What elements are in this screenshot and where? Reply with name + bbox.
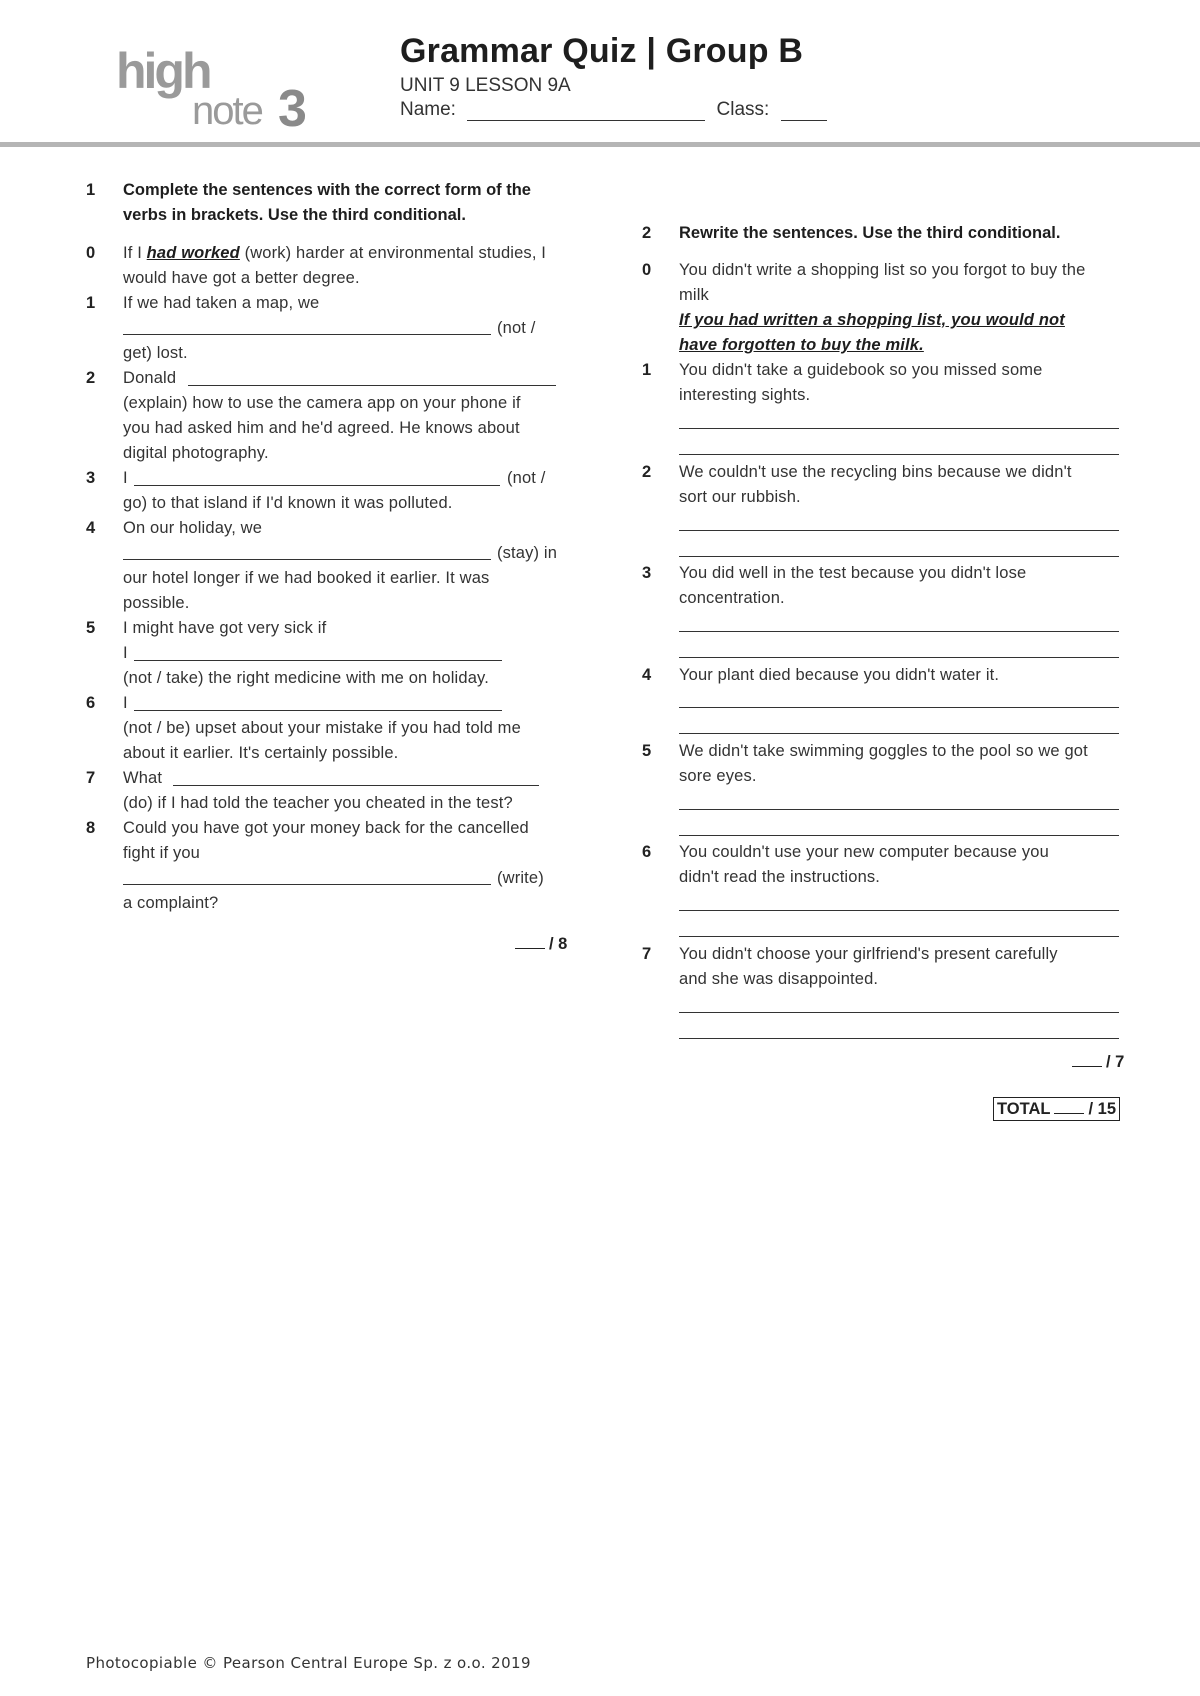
ex2-item-0-line1: You didn't write a shopping list so you forgot to buy the [679, 261, 1086, 279]
ex1-item-2-number: 2 [86, 369, 96, 387]
ex1-item-5-line1: I might have got very sick if [123, 619, 327, 637]
ex2-item-5-number: 5 [642, 742, 652, 760]
class-label: Class: [716, 99, 770, 120]
total-score-blank[interactable] [1054, 1099, 1084, 1114]
ex1-item-4-line1: On our holiday, we [123, 519, 263, 537]
ex2-item-4-answer-line-1[interactable] [679, 707, 1119, 708]
ex1-item-0-post: (work) harder at environmental studies, I would have got a better degree. [123, 244, 547, 287]
ex1-item-4-line3: our hotel longer if we had booked it earlier. It was [123, 569, 490, 587]
ex1-item-8-line2: fight if you [123, 844, 201, 862]
ex1-item-2-line4: digital photography. [123, 444, 269, 462]
ex1-item-8-answer-line[interactable] [123, 884, 491, 885]
ex2-score [1072, 1052, 1124, 1072]
ex2-item-3-answer-line-1[interactable] [679, 631, 1119, 632]
ex1-item-5-number: 5 [86, 619, 96, 637]
name-class-row [400, 99, 827, 121]
page-title: Grammar Quiz | Group B [400, 32, 804, 70]
ex2-item-5-answer-line-2[interactable] [679, 835, 1119, 836]
ex2-item-7-line2: and she was disappointed. [679, 970, 879, 988]
ex2-item-7-number: 7 [642, 945, 652, 963]
ex1-item-6-line2: (not / be) upset about your mistake if you had told me [123, 719, 521, 737]
exercise-1-instruction: Complete the sentences with the correct form of the verbs in brackets. Use the third conditional. [123, 181, 531, 224]
ex2-item-6-number: 6 [642, 843, 652, 861]
ex1-item-1-answer-line[interactable] [123, 334, 491, 335]
ex2-item-0-line2: milk [679, 286, 709, 304]
ex2-item-2-number: 2 [642, 463, 652, 481]
ex2-item-2-line2: sort our rubbish. [679, 488, 801, 506]
ex1-item-5-answer-line[interactable] [134, 660, 502, 661]
ex1-item-0-pre: If I [123, 244, 147, 262]
ex2-item-2-answer-line-1[interactable] [679, 530, 1119, 531]
ex2-item-2-line1: We couldn't use the recycling bins because we didn't [679, 463, 1072, 481]
ex1-item-6-answer-line[interactable] [134, 710, 502, 711]
ex1-item-0-example-answer: had worked [146, 244, 240, 262]
ex2-item-1-answer-line-2[interactable] [679, 454, 1119, 455]
ex1-item-1-number: 1 [86, 294, 96, 312]
ex1-item-1-line3: get) lost. [123, 344, 188, 362]
ex1-item-3-answer-line[interactable] [134, 485, 500, 486]
ex1-item-4-answer-line[interactable] [123, 559, 491, 560]
name-label: Name: [400, 99, 456, 120]
ex2-item-0-example-answer-2: have forgotten to buy the milk. [679, 336, 924, 354]
ex1-item-0 [123, 241, 573, 291]
ex1-score [515, 934, 567, 954]
ex1-item-3-cue: (not / [507, 469, 546, 487]
logo-text-note: note [192, 89, 262, 133]
ex1-item-6-line3: about it earlier. It's certainly possible. [123, 744, 399, 762]
ex2-item-1-answer-line-1[interactable] [679, 428, 1119, 429]
ex1-item-7-line2: (do) if I had told the teacher you cheated in the test? [123, 794, 513, 812]
ex2-item-3-line2: concentration. [679, 589, 785, 607]
ex1-item-8-line1: Could you have got your money back for the cancelled [123, 819, 529, 837]
ex2-item-5-line1: We didn't take swimming goggles to the pool so we got [679, 742, 1088, 760]
lesson-subtitle: UNIT 9 LESSON 9A [400, 75, 571, 96]
class-field[interactable] [781, 102, 827, 121]
ex2-item-6-answer-line-2[interactable] [679, 936, 1119, 937]
exercise-2-instruction: Rewrite the sentences. Use the third conditional. [679, 224, 1061, 242]
ex2-item-5-answer-line-1[interactable] [679, 809, 1119, 810]
logo-number: 3 [278, 80, 307, 136]
ex2-item-1-number: 1 [642, 361, 652, 379]
ex1-item-5-pre: I [123, 644, 128, 662]
ex2-item-3-line1: You did well in the test because you didn't lose [679, 564, 1027, 582]
header-divider [0, 142, 1200, 147]
ex2-item-2-answer-line-2[interactable] [679, 556, 1119, 557]
ex1-item-3-pre: I [123, 469, 128, 487]
ex1-score-blank[interactable] [515, 934, 545, 949]
ex2-item-6-answer-line-1[interactable] [679, 910, 1119, 911]
exercise-1-number: 1 [86, 181, 96, 199]
ex2-item-0-example-answer-1: If you had written a shopping list, you would not [679, 311, 1065, 329]
ex1-item-4-number: 4 [86, 519, 96, 537]
exercise-2-number: 2 [642, 224, 652, 242]
ex1-item-1-line1: If we had taken a map, we [123, 294, 320, 312]
ex1-item-8-cue: (write) [497, 869, 544, 887]
ex1-item-5-line3: (not / take) the right medicine with me on holiday. [123, 669, 489, 687]
ex1-item-4-cue: (stay) in [497, 544, 558, 562]
ex2-item-7-answer-line-1[interactable] [679, 1012, 1119, 1013]
ex1-item-7-answer-line[interactable] [173, 785, 539, 786]
total-label: TOTAL [997, 1100, 1051, 1118]
ex1-item-7-number: 7 [86, 769, 96, 787]
ex2-item-1-line2: interesting sights. [679, 386, 811, 404]
ex2-score-blank[interactable] [1072, 1052, 1102, 1067]
total-score-max: / 15 [1088, 1100, 1116, 1118]
ex2-item-4-number: 4 [642, 666, 652, 684]
high-note-3-logo [110, 36, 330, 136]
ex2-item-0-number: 0 [642, 261, 652, 279]
ex2-item-3-answer-line-2[interactable] [679, 657, 1119, 658]
name-field[interactable] [467, 102, 705, 121]
ex2-item-5-line2: sore eyes. [679, 767, 757, 785]
ex2-item-7-line1: You didn't choose your girlfriend's present carefully [679, 945, 1058, 963]
ex1-item-4-line4: possible. [123, 594, 190, 612]
ex1-item-6-number: 6 [86, 694, 96, 712]
ex1-item-6-pre: I [123, 694, 128, 712]
ex1-item-3-line2: go) to that island if I'd known it was polluted. [123, 494, 453, 512]
ex1-item-2-answer-line[interactable] [188, 385, 556, 386]
ex1-item-7-pre: What [123, 769, 163, 787]
ex1-item-2-line2: (explain) how to use the camera app on your phone if [123, 394, 521, 412]
ex2-item-1-line1: You didn't take a guidebook so you missed some [679, 361, 1043, 379]
ex2-item-4-line1: Your plant died because you didn't water it. [679, 666, 1000, 684]
copyright-footer: Photocopiable © Pearson Central Europe Sp. z o.o. 2019 [86, 1654, 531, 1672]
ex2-item-6-line2: didn't read the instructions. [679, 868, 881, 886]
ex2-item-7-answer-line-2[interactable] [679, 1038, 1119, 1039]
ex1-score-max: / 8 [549, 935, 568, 953]
ex2-item-4-answer-line-2[interactable] [679, 733, 1119, 734]
ex1-item-2-pre: Donald [123, 369, 177, 387]
ex1-item-3-number: 3 [86, 469, 96, 487]
ex2-score-max: / 7 [1106, 1053, 1125, 1071]
ex1-item-8-line4: a complaint? [123, 894, 219, 912]
ex1-item-8-number: 8 [86, 819, 96, 837]
total-score-box [993, 1097, 1120, 1121]
ex2-item-3-number: 3 [642, 564, 652, 582]
ex1-item-1-cue: (not / [497, 319, 536, 337]
ex1-item-0-number: 0 [86, 244, 96, 262]
ex1-item-2-line3: you had asked him and he'd agreed. He knows about [123, 419, 520, 437]
logo-text-high: high [116, 43, 210, 99]
ex2-item-6-line1: You couldn't use your new computer because you [679, 843, 1049, 861]
